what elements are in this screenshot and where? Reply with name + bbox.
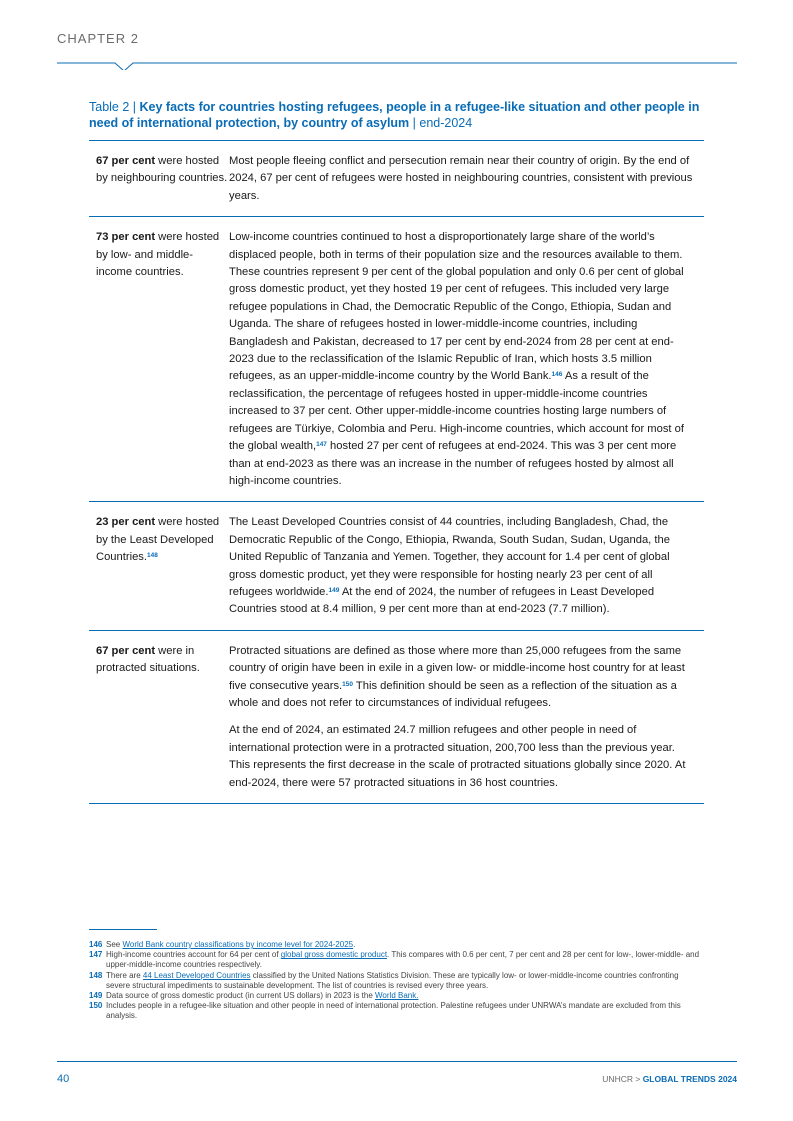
- detail-text: At the end of 2024, the number of refugees in Least Developed Countries stood at 8.4 million, 9 per cent more than at end-2023 (7.7 million).: [229, 585, 655, 616]
- footnote-link[interactable]: World Bank.: [375, 991, 419, 1001]
- key-fact-figure: 67 per cent: [96, 155, 156, 167]
- key-fact-figure: 67 per cent: [96, 644, 156, 657]
- footnote-text-part: . This compares with 0.6 per cent, 7 per cent and 28 per cent for low-, lower-middle- and upper-middle-income countries respectively.: [106, 950, 700, 970]
- footnote-text: [106, 991, 704, 1001]
- detail-cell: [229, 514, 697, 618]
- key-fact-cell: [89, 643, 229, 792]
- footnote-number: 150: [89, 1001, 103, 1011]
- detail-paragraph: [229, 229, 697, 490]
- detail-paragraph: At the end of 2024, an estimated 24.7 million refugees and other people in need of international protection were in a protracted situation, 200,700 less than the previous year. This represents the first decrease in the scale of protracted situations globally since 2020. At end-2024, there were 57 protracted situations in 36 host countries.: [229, 724, 686, 789]
- footnote-text: [106, 950, 704, 970]
- detail-paragraph: [229, 643, 697, 713]
- table-row: [89, 217, 704, 502]
- table-caption-title: Key facts for countries hosting refugees, people in a refugee-like situation and other people in need of international protection, by country of asylum: [89, 100, 700, 130]
- detail-text: Low-income countries continued to host a disproportionately large share of the world’s displaced people, both in terms of their population size and the resources available to them. These countries represent 9 per cent of the global population and only 0.6 per cent of global gross domestic product, yet they hosted 19 per cent of refugees. This included very large refugee populations in Chad, the Democratic Republic of the Congo, Ethiopia, Sudan and Uganda. The share of refugees hosted in lower-middle-income countries, including Bangladesh and Pakistan, decreased to 17 per cent by end-2024 from 28 per cent at end-2023 due to the reclassification of the Islamic Republic of Iran, which hosts 3.5 million refugees, as an upper-middle-income country by the World Bank.: [229, 231, 684, 383]
- detail-text: Protracted situations are defined as those where more than 25,000 refugees from the same country of origin have been in exile in a given low- or middle-income host country for at least five consecutive years.: [229, 644, 685, 692]
- footnote-text-part: classified by the United Nations Statistics Division. These are typically low- or lower-middle-income countries confronting severe structural impediments to sustainable development. The list of countries is revised every three years.: [106, 970, 679, 990]
- page-number: 40: [57, 1073, 70, 1085]
- key-fact-description: were hosted by the Least Developed Countries.: [96, 516, 220, 564]
- key-fact-cell: [89, 153, 229, 205]
- chapter-label: CHAPTER 2: [57, 31, 139, 46]
- header-rule: [57, 58, 737, 70]
- footnote-item: [89, 950, 704, 970]
- table-row: [89, 502, 704, 630]
- detail-text: As a result of the reclassification, the percentage of refugees hosted in upper-middle-income countries increased to 37 per cent. Other upper-middle-income countries hosting large numbers of refugees are Türkiye, Colombia and Peru. High-income countries, which account for most of the global wealth,: [229, 370, 684, 453]
- detail-cell: [229, 153, 697, 205]
- footnote-ref-149[interactable]: 149: [328, 586, 340, 594]
- key-facts-table: [89, 140, 704, 804]
- footnote-text-part: There are: [106, 970, 143, 980]
- detail-cell: [229, 229, 697, 490]
- detail-cell: [229, 643, 697, 792]
- key-fact-description: were hosted by neighbouring countries.: [96, 155, 228, 185]
- footnote-link[interactable]: World Bank country classifications by income level for 2024-2025: [122, 940, 354, 949]
- footnote-text-part: High-income countries account for 64 per cent of: [106, 950, 281, 960]
- footnote-item: [89, 971, 704, 991]
- running-footer: [602, 1074, 737, 1084]
- footnote-item: [89, 940, 704, 950]
- footnote-number: 146: [89, 940, 103, 949]
- footnote-text: [106, 940, 704, 950]
- key-fact-figure: 23 per cent: [96, 516, 156, 529]
- footer-org: UNHCR >: [602, 1074, 643, 1084]
- detail-paragraph: Most people fleeing conflict and persecution remain near their country of origin. By the end of 2024, 67 per cent of refugees were hosted in neighbouring countries, consistent with previous years.: [229, 155, 693, 202]
- key-fact-description: were in protracted situations.: [96, 644, 200, 675]
- footnote-ref-150[interactable]: 150: [342, 680, 354, 688]
- footnote-text-part: .: [353, 940, 356, 949]
- detail-text: hosted 27 per cent of refugees at end-2024. This was 3 per cent more than at end-2023 as there was an increase in the number of refugees hosted by almost all high-income countries.: [229, 440, 677, 487]
- footnote-text-part: See: [106, 940, 123, 949]
- footnote-text-part: Data source of gross domestic product (in current US dollars) in 2023 is the: [106, 991, 376, 1001]
- key-fact-figure: 73 per cent: [96, 231, 156, 244]
- footer-publication: GLOBAL TRENDS 2024: [642, 1074, 737, 1084]
- footnote-number: 149: [89, 991, 103, 1001]
- table-caption-suffix: | end-2024: [409, 116, 473, 130]
- footnote-text: Includes people in a refugee-like situation and other people in need of international protection. Palestine refugees under UNRWA’s mandate are excluded from this analysis.: [106, 1001, 681, 1021]
- table-row: [89, 631, 704, 804]
- key-fact-cell: [89, 514, 229, 618]
- footnote-number: 148: [89, 970, 103, 980]
- key-fact-cell: [89, 229, 229, 490]
- key-fact-description: were hosted by low- and middle-income countries.: [96, 231, 220, 279]
- footnote-divider: [89, 929, 157, 930]
- table-caption: [89, 99, 709, 131]
- table-caption-prefix: Table 2 |: [89, 100, 140, 114]
- footnote-link[interactable]: global gross domestic product: [280, 950, 388, 960]
- footnote-ref-147[interactable]: 147: [316, 441, 327, 449]
- detail-text: The Least Developed Countries consist of 44 countries, including Bangladesh, Chad, the Democratic Republic of the Congo, Ethiopia, Rwanda, South Sudan, Sudan, Uganda, the United Republic of Tanzania and Yemen. Together, they account for 1.4 per cent of global gross domestic product, yet they were responsible for hosting nearly 23 per cent of all refugees worldwide.: [229, 516, 670, 598]
- footnote-item: [89, 1001, 704, 1021]
- footnotes: [89, 940, 704, 1022]
- footnote-ref-148[interactable]: 148: [147, 552, 158, 560]
- footnote-link[interactable]: 44 Least Developed Countries: [142, 970, 251, 980]
- detail-paragraph: [229, 514, 697, 618]
- footnote-number: 147: [89, 950, 103, 960]
- footnote-text: [106, 971, 704, 991]
- detail-text: This definition should be seen as a reflection of the situation as a whole and does not refer to circumstances of individual refugees.: [229, 679, 677, 709]
- table-row: [89, 141, 704, 217]
- footnote-ref-146[interactable]: 146: [551, 371, 563, 379]
- footer-rule: [57, 1061, 737, 1062]
- footnote-item: [89, 991, 704, 1001]
